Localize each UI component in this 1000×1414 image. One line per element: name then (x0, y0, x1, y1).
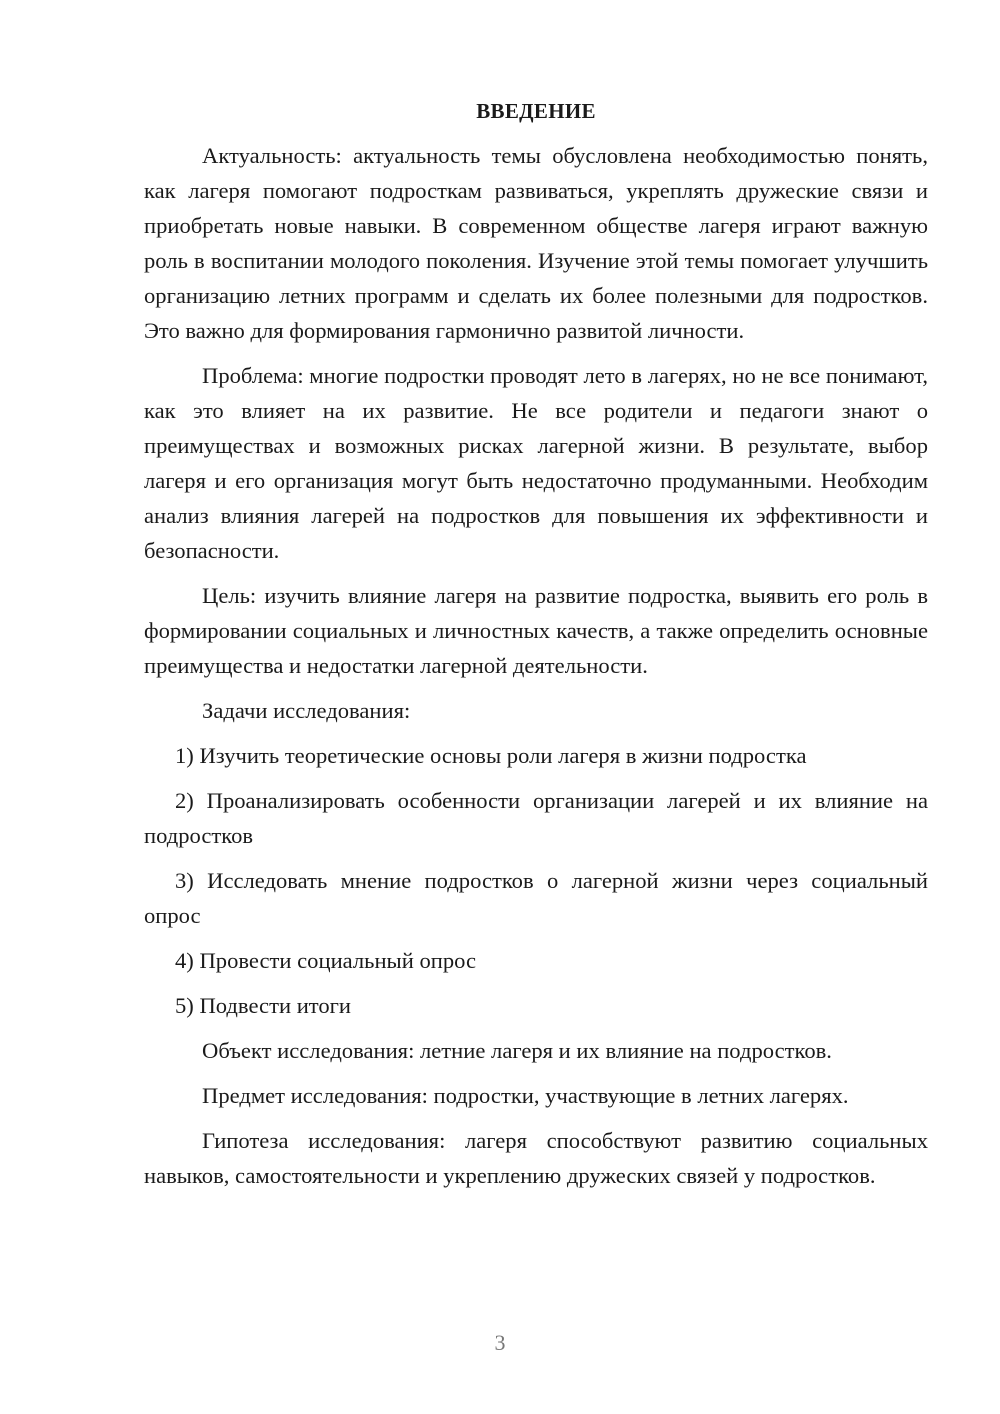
hypothesis-paragraph: Гипотеза исследования: лагеря способствуют развитию социальных навыков, самостоятельности и укреплению дружеских связей у подростков. (144, 1128, 928, 1188)
task-item: 2) Проанализировать особенности организации лагерей и их влияние на подростков (144, 788, 928, 848)
task-item: 1) Изучить теоретические основы роли лагеря в жизни подростка (175, 743, 807, 768)
object-paragraph: Объект исследования: летние лагеря и их влияние на подростков. (202, 1038, 832, 1063)
relevance-paragraph: Актуальность: актуальность темы обусловлена необходимостью понять, как лагеря помогают подросткам развиваться, укреплять дружеские связи и приобретать новые навыки. В современном обществе лагеря играют важную роль в воспитании молодого поколения. Изучение этой темы помогает улучшить организацию летних программ и сделать их более полезными для подростков. Это важно для формирования гармонично развитой личности. (144, 143, 928, 343)
page-content (144, 96, 928, 1203)
page-number: 3 (494, 1330, 506, 1355)
goal-paragraph: Цель: изучить влияние лагеря на развитие подростка, выявить его роль в формировании социальных и личностных качеств, а также определить основные преимущества и недостатки лагерной деятельности. (144, 583, 928, 678)
task-item: 4) Провести социальный опрос (175, 948, 477, 973)
tasks-list (144, 738, 928, 1023)
section-heading: ВВЕДЕНИЕ (476, 99, 596, 123)
subject-paragraph: Предмет исследования: подростки, участвующие в летних лагерях. (202, 1083, 849, 1108)
problem-paragraph: Проблема: многие подростки проводят лето в лагерях, но не все понимают, как это влияет на их развитие. Не все родители и педагоги знают о преимуществах и возможных рисках лагерной жизни. В результате, выбор лагеря и его организация могут быть недостаточно продуманными. Необходим анализ влияния лагерей на подростков для повышения их эффективности и безопасности. (144, 363, 928, 563)
task-item: 3) Исследовать мнение подростков о лагерной жизни через социальный опрос (144, 868, 928, 928)
task-item: 5) Подвести итоги (175, 993, 352, 1018)
tasks-title: Задачи исследования: (202, 698, 411, 723)
